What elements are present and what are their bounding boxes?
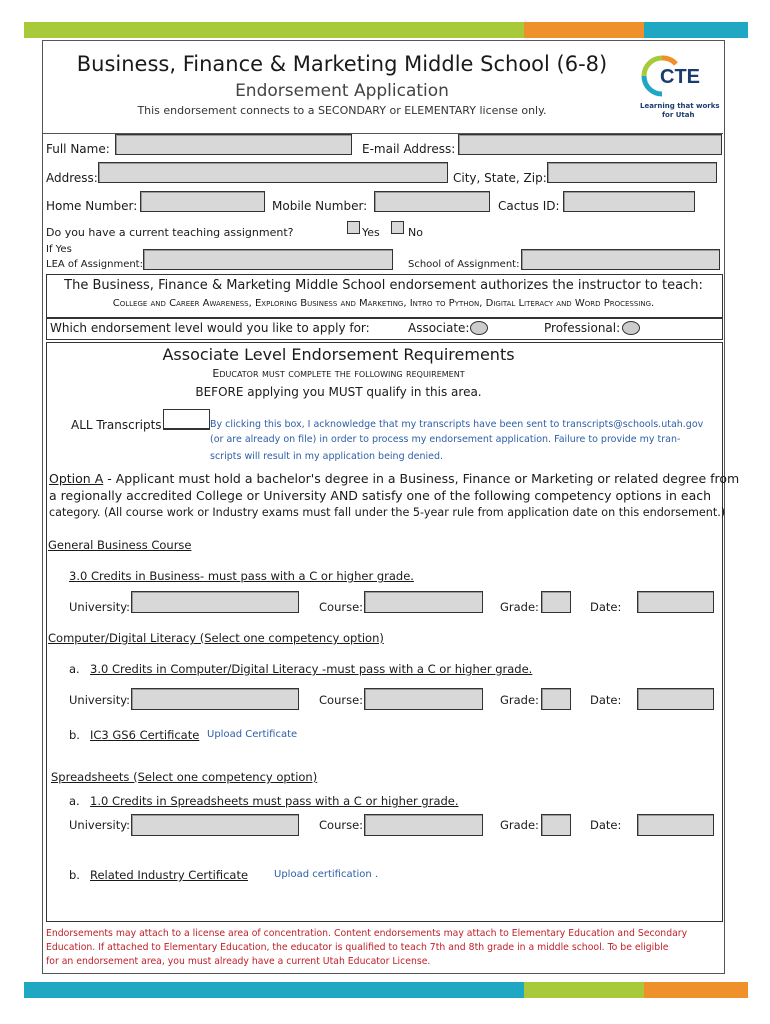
ss-upload-link[interactable]: Upload certification .: [274, 869, 379, 880]
ss-b-cert: Related Industry Certificate: [90, 868, 249, 882]
address-field[interactable]: [98, 162, 448, 183]
home-number-field[interactable]: [140, 191, 265, 212]
email-field[interactable]: [458, 134, 722, 155]
gb-date-field[interactable]: [637, 591, 714, 613]
ss-date-label: Date:: [590, 818, 622, 832]
gb-grade-label: Grade:: [500, 600, 539, 614]
logo-text: CTE: [660, 66, 700, 88]
ss-course-label: Course:: [319, 818, 364, 832]
if-yes-label: If Yes: [46, 244, 72, 255]
logo-tagline-2: for Utah: [662, 111, 695, 119]
cl-upload-link[interactable]: Upload Certificate: [207, 729, 298, 740]
page-title: Business, Finance & Marketing Middle School (6-8): [76, 52, 608, 76]
school-field[interactable]: [521, 249, 720, 270]
cte-logo: [636, 52, 718, 122]
no-checkbox[interactable]: [391, 221, 404, 234]
city-label: City, State, Zip:: [453, 171, 547, 185]
professional-radio[interactable]: [622, 321, 640, 335]
cl-course-field[interactable]: [364, 688, 483, 710]
cl-course-label: Course:: [319, 693, 364, 707]
professional-label: Professional:: [544, 321, 621, 335]
transcripts-label: ALL Transcripts: [71, 418, 162, 432]
ss-university-field[interactable]: [131, 814, 299, 836]
cl-b-marker: b.: [69, 728, 80, 742]
transcripts-checkbox[interactable]: [163, 409, 210, 430]
level-question: Which endorsement level would you like to apply for:: [50, 321, 370, 335]
address-label: Address:: [46, 171, 98, 185]
logo-tagline-1: Learning that works: [640, 102, 720, 110]
ss-b-marker: b.: [69, 868, 80, 882]
footer-line-1: Endorsements may attach to a license area of concentration. Content endorsements may attach to Elementary Education and Secondary: [46, 928, 688, 939]
transcripts-note-1: By clicking this box, I acknowledge that my transcripts have been sent to transcripts@schools.utah.gov: [210, 419, 704, 430]
lea-field[interactable]: [143, 249, 393, 270]
ss-date-field[interactable]: [637, 814, 714, 836]
gb-grade-field[interactable]: [541, 591, 571, 613]
option-a-line-1: Option A - Applicant must hold a bachelor's degree in a Business, Finance or Marketing or related degree from: [49, 471, 740, 486]
gb-university-label: University:: [69, 600, 131, 614]
city-field[interactable]: [547, 162, 717, 183]
top-color-bar: [24, 22, 748, 38]
option-a-line-3: category. (All course work or Industry exams must fall under the 5-year rule from application date on this endorsement.): [49, 506, 726, 519]
general-business-req: 3.0 Credits in Business- must pass with a C or higher grade.: [69, 569, 414, 583]
ss-grade-field[interactable]: [541, 814, 571, 836]
ss-university-label: University:: [69, 818, 131, 832]
associate-sub-2: BEFORE applying you MUST qualify in this area.: [195, 385, 482, 399]
cl-b-cert: IC3 GS6 Certificate: [90, 728, 200, 742]
ss-a-req: 1.0 Credits in Spreadsheets must pass with a C or higher grade.: [90, 794, 459, 808]
school-label: School of Assignment:: [408, 259, 520, 270]
authorization-line-1: The Business, Finance & Marketing Middle School endorsement authorizes the instructor to teach:: [64, 278, 703, 293]
cl-grade-label: Grade:: [500, 693, 539, 707]
mobile-number-field[interactable]: [374, 191, 490, 212]
transcripts-note-3: scripts will result in my application being denied.: [210, 451, 444, 462]
cl-grade-field[interactable]: [541, 688, 571, 710]
lea-label: LEA of Assignment:: [46, 259, 143, 270]
cl-university-field[interactable]: [131, 688, 299, 710]
mobile-number-label: Mobile Number:: [272, 199, 368, 213]
cl-a-req: 3.0 Credits in Computer/Digital Literacy -must pass with a C or higher grade.: [90, 662, 533, 676]
ss-course-field[interactable]: [364, 814, 483, 836]
yes-checkbox[interactable]: [347, 221, 360, 234]
ss-grade-label: Grade:: [500, 818, 539, 832]
computer-literacy-heading: Computer/Digital Literacy (Select one competency option): [48, 631, 384, 645]
cl-university-label: University:: [69, 693, 131, 707]
associate-radio[interactable]: [470, 321, 488, 335]
associate-sub-1: Educator must complete the following requirement: [212, 367, 465, 380]
option-a-line-2: a regionally accredited College or University AND satisfy one of the following competency options in each: [49, 488, 712, 503]
home-number-label: Home Number:: [46, 199, 138, 213]
page-subtitle: Endorsement Application: [235, 81, 449, 101]
no-label: No: [408, 226, 423, 239]
footer-line-2: Education. If attached to Elementary Education, the educator is qualified to teach 7th and 8th grade in a middle school. To be eligible: [46, 942, 669, 953]
ss-a-marker: a.: [69, 794, 80, 808]
license-note: This endorsement connects to a SECONDARY or ELEMENTARY license only.: [137, 104, 547, 117]
transcripts-note-2: (or are already on file) in order to process my endorsement application. Failure to provide my tran-: [210, 434, 681, 445]
gb-course-label: Course:: [319, 600, 364, 614]
gb-university-field[interactable]: [131, 591, 299, 613]
teaching-question: Do you have a current teaching assignment?: [46, 226, 294, 239]
bottom-color-bar: [24, 982, 748, 998]
cactus-id-label: Cactus ID:: [498, 199, 560, 213]
cactus-id-field[interactable]: [563, 191, 695, 212]
associate-heading: Associate Level Endorsement Requirements: [162, 345, 515, 364]
gb-course-field[interactable]: [364, 591, 483, 613]
cl-date-label: Date:: [590, 693, 622, 707]
full-name-label: Full Name:: [46, 142, 110, 156]
yes-label: Yes: [362, 226, 380, 239]
footer-line-3: for an endorsement area, you must already have a current Utah Educator License.: [46, 956, 431, 967]
full-name-field[interactable]: [115, 134, 352, 155]
associate-label: Associate:: [408, 321, 470, 335]
cl-a-marker: a.: [69, 662, 80, 676]
gb-date-label: Date:: [590, 600, 622, 614]
spreadsheets-heading: Spreadsheets (Select one competency option): [51, 770, 318, 784]
cl-date-field[interactable]: [637, 688, 714, 710]
authorization-line-2: College and Career Awareness, Exploring Business and Marketing, Intro to Python, Digital Literacy and Word Processing.: [112, 298, 655, 309]
general-business-heading: General Business Course: [48, 538, 192, 552]
email-label: E-mail Address:: [362, 142, 456, 156]
